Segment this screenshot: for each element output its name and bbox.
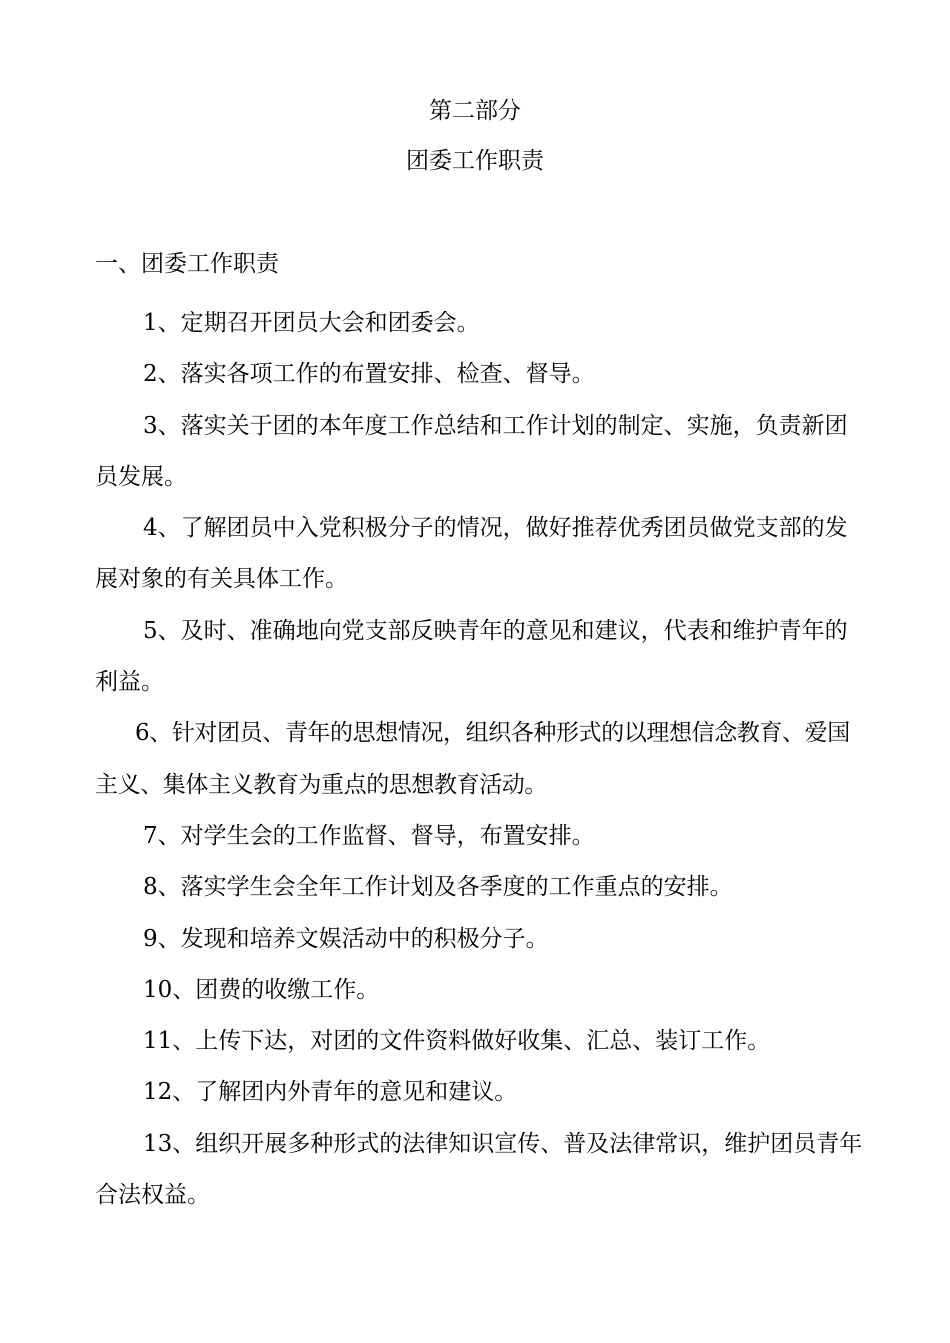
duty-item-4: 4、了解团员中入党积极分子的情况，做好推荐优秀团员做党支部的发展对象的有关具体工作。 [95, 515, 848, 593]
duty-item-11: 11、上传下达，对团的文件资料做好收集、汇总、装订工作。 [143, 1028, 771, 1055]
duty-item-1: 1、定期召开团员大会和团委会。 [143, 310, 480, 336]
part-title: 第二部分 [429, 98, 521, 124]
main-title: 团委工作职责 [406, 148, 544, 174]
duty-item-12: 12、了解团内外青年的意见和建议。 [143, 1079, 518, 1106]
duty-item-6: 6、针对团员、青年的思想情况，组织各种形式的以理想信念教育、爱国主义、集体主义教育为重点的思想教育活动。 [95, 720, 850, 798]
duty-item-8: 8、落实学生会全年工作计划及各季度的工作重点的安排。 [143, 874, 733, 901]
duty-item-13: 13、组织开展多种形式的法律知识宣传、普及法律常识，维护团员青年合法权益。 [95, 1130, 863, 1209]
duty-item-7: 7、对学生会的工作监督、督导，布置安排。 [143, 822, 595, 849]
duty-list [95, 298, 865, 1221]
duty-item-9: 9、发现和培养文娱活动中的积极分子。 [143, 925, 549, 952]
duty-item-5: 5、及时、准确地向党支部反映青年的意见和建议，代表和维护青年的利益。 [95, 617, 848, 696]
duty-item-3: 3、落实关于团的本年度工作总结和工作计划的制定、实施，负责新团员发展。 [95, 412, 848, 490]
duty-item-10: 10、团费的收缴工作。 [143, 976, 380, 1003]
duty-item-2: 2、落实各项工作的布置安排、检查、督导。 [143, 361, 595, 388]
section-heading: 一、团委工作职责 [95, 251, 279, 277]
